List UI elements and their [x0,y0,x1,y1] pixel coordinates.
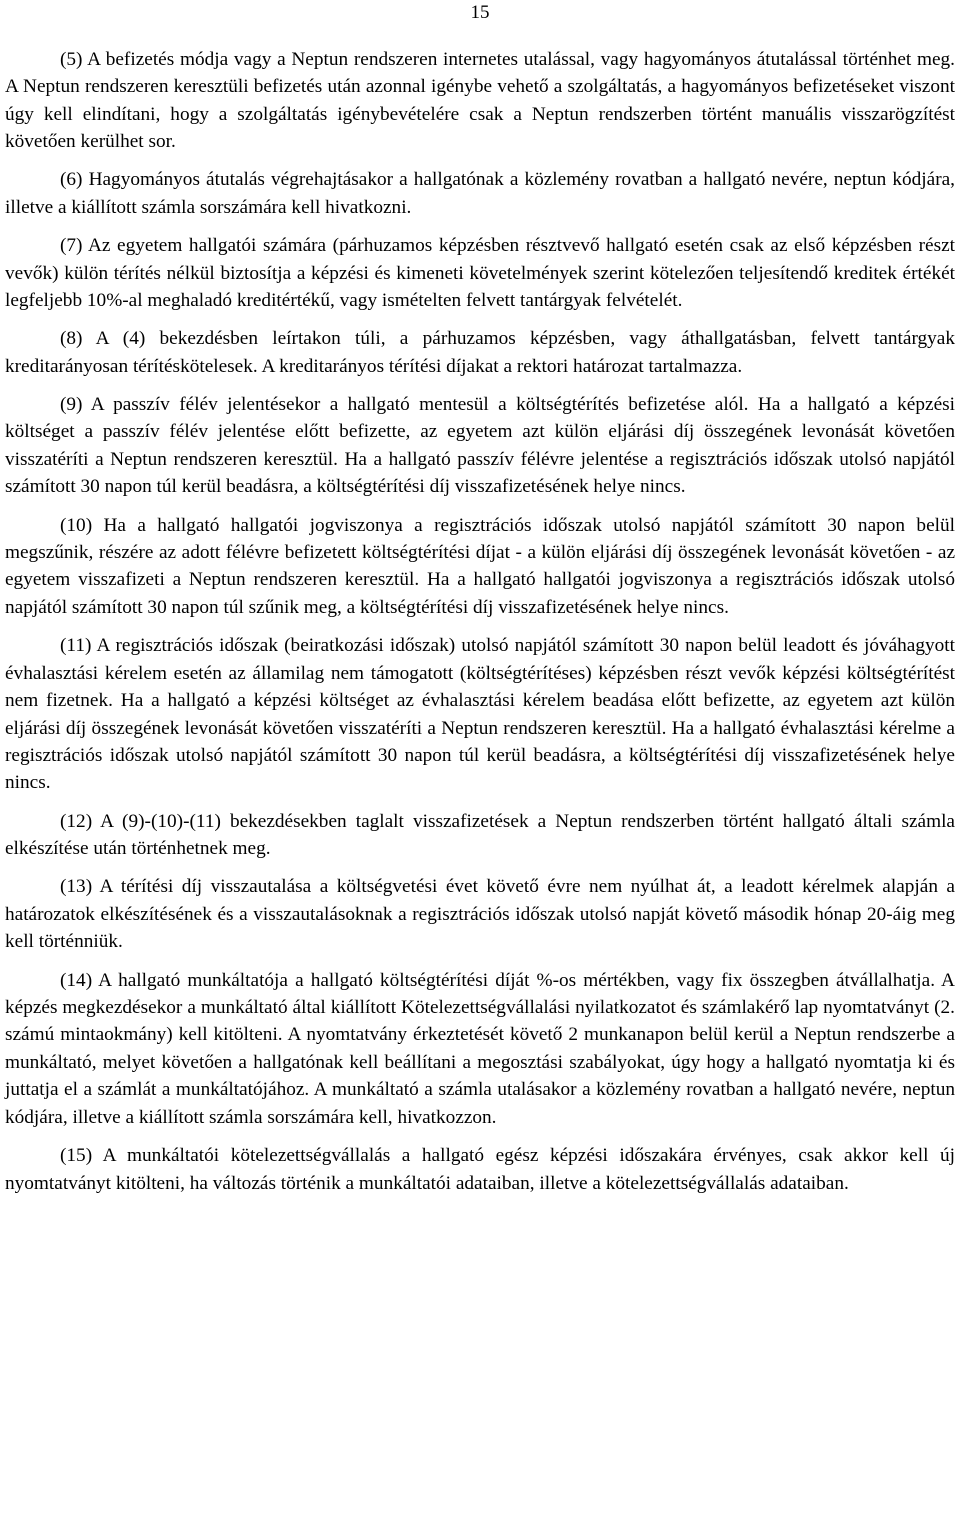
paragraph-9: (9) A passzív félév jelentésekor a hallgató mentesül a költségtérítés befizetése alól. Ha a hallgató a képzési költséget a passzív félév jelentése előtt befizette, az egyetem azt külön eljárási díj összegének levonását követően visszatéríti a Neptun rendszeren keresztül. Ha a hallgató passzív félévre jelentése a regisztrációs időszak utolsó napjától számított 30 napon túl kerül beadásra, a költségtérítési díj visszafizetésének helye nincs. [5,393,955,498]
paragraph-5: (5) A befizetés módja vagy a Neptun rendszeren internetes utalással, vagy hagyományos átutalással történhet meg. A Neptun rendszeren keresztüli befizetés után azonnal igénybe vehető a szolgáltatás, a hagyományos befizetéseket viszont úgy kell elindítani, hogy a szolgáltatás igénybevételére csak a Neptun rendszerben történt manuális visszarögzítést követően kerülhet sor. [5,48,955,153]
paragraph-12: (12) A (9)-(10)-(11) bekezdésekben taglalt visszafizetések a Neptun rendszerben történt hallgató általi számla elkészítése után történhetnek meg. [5,810,955,860]
paragraph-7: (7) Az egyetem hallgatói számára (párhuzamos képzésben résztvevő hallgató esetén csak az első képzésben részt vevők) külön térítés nélkül biztosítja a képzési és kimeneti követelmények szerint kötelezően teljesítendő kreditek értékét legfeljebb 10%-al meghaladó kreditértékű, vagy ismételten felvett tantárgyak felvételét. [5,235,955,312]
document-body [5,46,955,1197]
paragraph-14: (14) A hallgató munkáltatója a hallgató költségtérítési díját %-os mértékben, vagy fix összegben átvállalhatja. A képzés megkezdésekor a munkáltató által kiállított Kötelezettségvállalási nyilatkozatot és számlakérő lap nyomtatványt (2. számú mintaokmány) kell kitölteni. A nyomtatvány érkeztetését követő 2 munkanapon belül kerül a Neptun rendszerbe a munkáltató, melyet követően a hallgatónak kell beállítani a megosztási szabályokat, úgy hogy a hallgató nyomtatja ki és juttatja el a számlát a munkáltatójához. A munkáltató a számla utalásakor a közlemény rovatban a hallgató nevére, neptun kódjára, illetve a kiállított számla sorszámára kell, hivatkozzon. [5,969,955,1128]
page-number: 15 [470,2,490,23]
paragraph-13: (13) A térítési díj visszautalása a költségvetési évet követő évre nem nyúlhat át, a leadott kérelmek alapján a határozatok elkészítésének és a visszautalásoknak a regisztrációs időszak utolsó napját követő második hónap 20-áig meg kell történniük. [5,876,955,953]
paragraph-10: (10) Ha a hallgató hallgatói jogviszonya a regisztrációs időszak utolsó napjától számított 30 napon belül megszűnik, részére az adott félévre befizetett költségtérítési díjat - a külön eljárási díj összegének levonását követően - az egyetem visszafizeti a Neptun rendszeren keresztül. Ha a hallgató hallgatói jogviszonya a regisztrációs időszak utolsó napjától számított 30 napon túl szűnik meg, a költségtérítési díj visszafizetésének helye nincs. [5,514,955,618]
paragraph-8: (8) A (4) bekezdésben leírtakon túli, a párhuzamos képzésben, vagy áthallgatásban, felvett tantárgyak kreditarányosan térítéskötelesek. A kreditarányos térítési díjakat a rektori határozat tartalmazza. [5,328,955,377]
paragraph-15: (15) A munkáltatói kötelezettségvállalás a hallgató egész képzési időszakára érvényes, csak akkor kell új nyomtatványt kitölteni, ha változás történik a munkáltatói adataiban, illetve a kötelezettségvállalás adataiban. [5,1145,955,1194]
paragraph-11: (11) A regisztrációs időszak (beiratkozási időszak) utolsó napjától számított 30 napon belül leadott és jóváhagyott évhalasztási kérelem esetén az államilag nem támogatott (költségtérítéses) képzésben részt vevők képzési költségtérítést nem fizetnek. Ha a hallgató a képzési költséget az évhalasztási kérelem beadása előtt befizette, az egyetem azt külön eljárási díj összegének levonását követően visszatéríti a Neptun rendszeren keresztül. Ha a hallgató évhalasztási kérelme a regisztrációs időszak utolsó napjától számított 30 napon túl kerül beadásra, a költségtérítési díj visszafizetésének helye nincs. [5,635,955,794]
paragraph-6: (6) Hagyományos átutalás végrehajtásakor a hallgatónak a közlemény rovatban a hallgató nevére, neptun kódjára, illetve a kiállított számla sorszámára kell hivatkozni. [5,169,955,218]
